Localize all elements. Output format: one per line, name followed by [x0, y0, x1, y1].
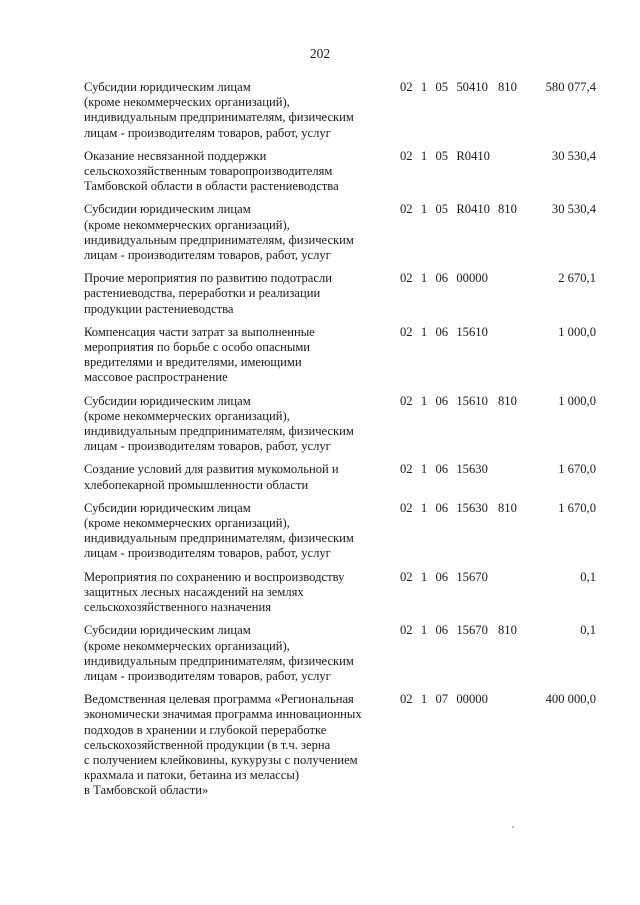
row-amount: 0,1 — [580, 569, 596, 584]
row-type: 810 — [498, 202, 517, 217]
row-description: Субсидии юридическим лицам (кроме некоммерческих организаций), индивидуальным предпринимателям, физическим лицам - производителям товаров, работ, услуг — [84, 80, 354, 140]
row-code: 02 1 06 15630 — [400, 500, 488, 515]
table-row — [84, 149, 614, 195]
table-row — [84, 462, 614, 492]
table-row — [84, 325, 614, 386]
table-row — [84, 570, 614, 616]
row-amount: 2 670,1 — [558, 271, 596, 286]
row-amount: 1 670,0 — [558, 462, 596, 477]
row-code: 02 1 06 15610 — [400, 393, 488, 408]
row-amount: 1 000,0 — [558, 324, 596, 339]
row-type: 810 — [498, 500, 517, 515]
table-row — [84, 394, 614, 455]
row-description: Компенсация части затрат за выполненные мероприятия по борьбе с особо опасными вредителями и вредителями, имеющими массовое распространение — [84, 324, 315, 385]
row-description: Субсидии юридическим лицам (кроме некоммерческих организаций), индивидуальным предпринимателям, физическим лицам - производителям товаров, работ, услуг — [84, 500, 354, 561]
row-description: Прочие мероприятия по развитию подотрасли растениеводства, переработки и реализации продукции растениеводства — [84, 271, 332, 316]
table-row — [84, 80, 614, 141]
table-row — [84, 501, 614, 562]
row-code: 02 1 06 15670 — [400, 623, 488, 638]
row-amount: 1 670,0 — [558, 500, 596, 515]
row-description: Ведомственная целевая программа «Региональная экономически значимая программа инновационных подходов в хранении и глубокой переработке сельскохозяйственной продукции (в т.ч. зерна с получением клейковины, кукурузы с получением крахмала и патоки, бетаина из мелассы) в Тамбовской области» — [84, 692, 362, 798]
table-row — [84, 692, 614, 798]
row-amount: 0,1 — [580, 623, 596, 638]
row-description: Субсидии юридическим лицам (кроме некоммерческих организаций), индивидуальным предпринимателям, физическим лицам - производителям товаров, работ, услуг — [84, 623, 354, 683]
row-amount: 580 077,4 — [545, 80, 596, 94]
row-code: 02 1 05 R0410 — [400, 202, 490, 217]
row-type: 810 — [498, 80, 517, 94]
row-code: 02 1 06 15670 — [400, 569, 488, 584]
row-code: 02 1 07 00000 — [400, 692, 488, 707]
row-code: 02 1 06 15610 — [400, 324, 488, 339]
budget-table — [84, 80, 614, 807]
row-amount: 400 000,0 — [545, 692, 596, 707]
row-code: 02 1 05 R0410 — [400, 148, 490, 163]
table-row — [84, 623, 614, 684]
row-amount: 30 530,4 — [551, 202, 596, 217]
row-description: Субсидии юридическим лицам (кроме некоммерческих организаций), индивидуальным предпринимателям, физическим лицам - производителям товаров, работ, услуг — [84, 393, 354, 454]
table-row — [84, 271, 614, 317]
row-type: 810 — [498, 623, 517, 638]
row-code: 02 1 06 00000 — [400, 271, 488, 286]
row-description: Субсидии юридическим лицам (кроме некоммерческих организаций), индивидуальным предпринимателям, физическим лицам - производителям товаров, работ, услуг — [84, 202, 354, 263]
table-row — [84, 202, 614, 263]
row-amount: 1 000,0 — [558, 393, 596, 408]
scan-speck — [512, 826, 514, 828]
row-code: 02 1 05 50410 — [400, 80, 488, 94]
page-number: 202 — [309, 46, 331, 61]
row-description: Мероприятия по сохранению и воспроизводству защитных лесных насаждений на землях сельскохозяйственного назначения — [84, 569, 345, 615]
row-description: Оказание несвязанной поддержки сельскохозяйственным товаропроизводителям Тамбовской области в области растениеводства — [84, 148, 339, 194]
row-code: 02 1 06 15630 — [400, 462, 488, 477]
row-amount: 30 530,4 — [551, 148, 596, 163]
row-description: Создание условий для развития мукомольной и хлебопекарной промышленности области — [84, 462, 339, 492]
row-type: 810 — [498, 393, 517, 408]
